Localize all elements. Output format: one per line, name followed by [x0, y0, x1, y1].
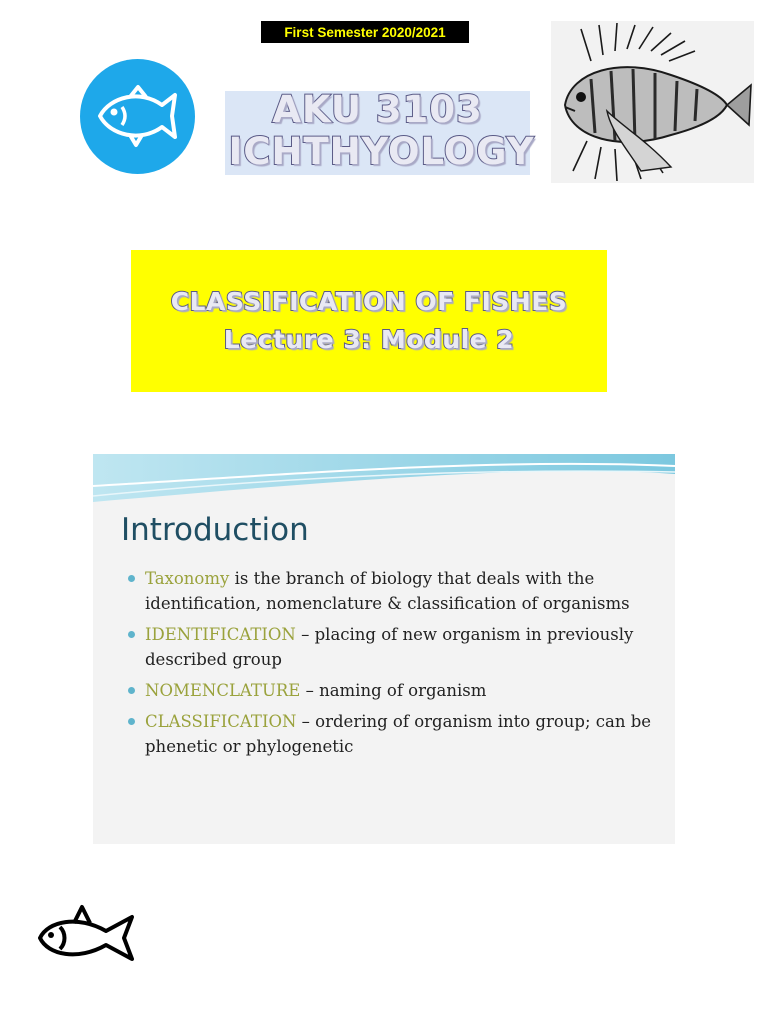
fish-outline-icon	[36, 903, 140, 969]
term-definition: – naming of organism	[300, 681, 487, 700]
slide-wave-decoration	[93, 454, 675, 514]
lionfish-illustration	[551, 21, 754, 183]
term-label: Taxonomy	[145, 569, 230, 588]
bullet-dot-icon	[128, 631, 135, 638]
course-code: AKU 3103	[272, 88, 483, 131]
bullet-dot-icon	[128, 687, 135, 694]
term-definition: is the branch of biology that deals with the identification, nomenclature & classification of organisms	[145, 569, 630, 613]
bullet-identification	[128, 622, 673, 672]
bullet-dot-icon	[128, 718, 135, 725]
bullet-dot-icon	[128, 575, 135, 582]
term-label: IDENTIFICATION	[145, 625, 296, 644]
lecture-banner	[131, 250, 607, 392]
fish-logo-icon	[80, 59, 195, 174]
bullet-list	[128, 566, 673, 765]
term-definition: – placing of new organism in previously described group	[145, 625, 634, 669]
lecture-topic: CLASSIFICATION OF FISHES	[170, 287, 568, 316]
slide-title: Introduction	[121, 512, 309, 548]
bullet-nomenclature	[128, 678, 673, 703]
term-label: NOMENCLATURE	[145, 681, 301, 700]
course-title-box	[225, 88, 535, 175]
semester-label: First Semester 2020/2021	[261, 21, 469, 43]
introduction-slide	[93, 454, 675, 844]
term-label: CLASSIFICATION	[145, 712, 297, 731]
bullet-taxonomy	[128, 566, 673, 616]
bullet-classification	[128, 709, 673, 759]
term-definition: – ordering of organism into group; can be phenetic or phylogenetic	[145, 712, 652, 756]
lecture-module: Lecture 3: Module 2	[223, 325, 515, 354]
course-name: ICHTHYOLOGY	[228, 130, 535, 173]
